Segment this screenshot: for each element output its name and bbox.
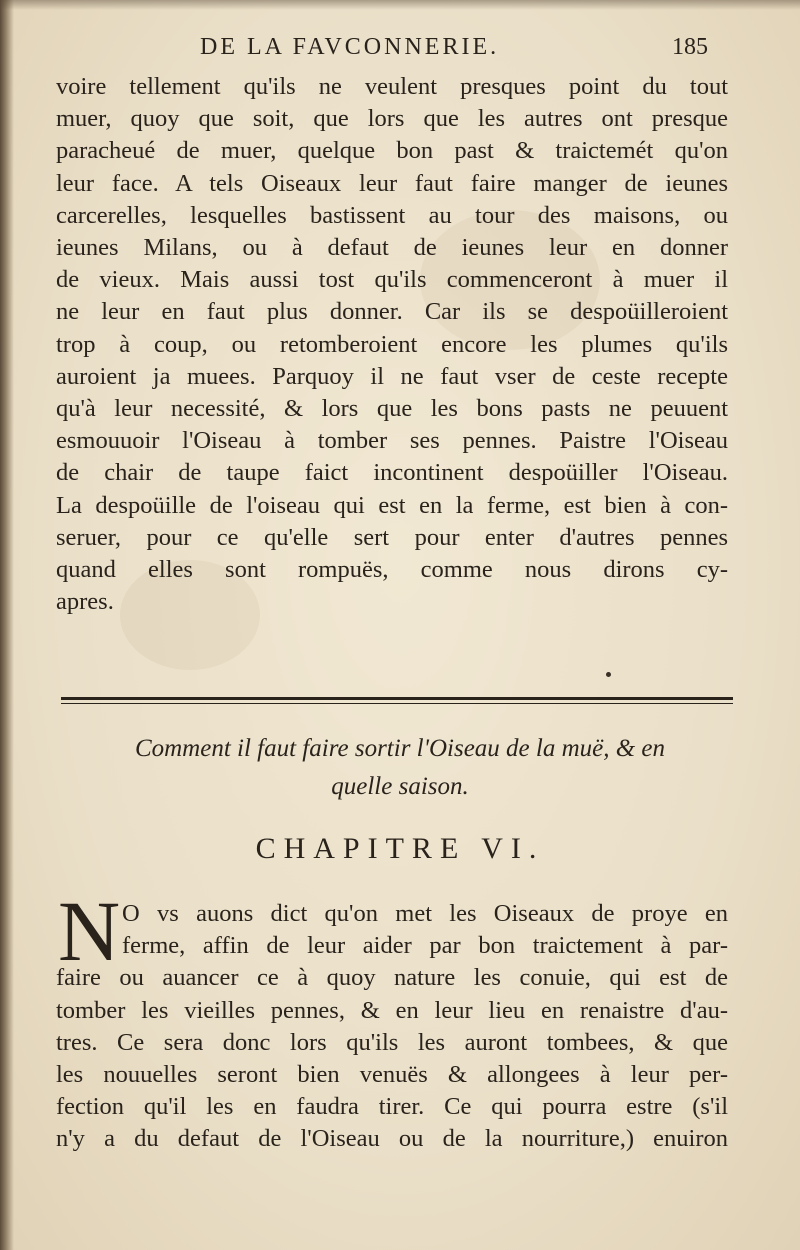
- text-line: ne leur en faut plus donner. Car ils se despoüilleroient: [56, 298, 728, 326]
- text-line: les nouuelles seront bien venuës & allongees à leur per-: [56, 1061, 728, 1089]
- text-line: seruer, pour ce qu'elle sert pour enter d'autres pennes: [56, 523, 728, 551]
- binding-shadow: [0, 0, 14, 1250]
- text-line: tres. Ce sera donc lors qu'ils les auront tombees, & que: [56, 1028, 728, 1056]
- text-line: auroient ja muees. Parquoy il ne faut vser de ceste recepte: [56, 362, 728, 390]
- text-line: voire tellement qu'ils ne veulent presques point du tout: [56, 73, 728, 100]
- text-line: leur face. A tels Oiseaux leur faut faire manger de ieunes: [56, 169, 728, 197]
- text-line: de vieux. Mais aussi tost qu'ils commenceront à muer il: [56, 266, 728, 294]
- page-number: 185: [672, 34, 708, 60]
- chapter-heading-line: Comment il faut faire sortir l'Oiseau de la muë, & en: [134, 735, 666, 762]
- text-line: de chair de taupe faict incontinent despoüiller l'Oiseau.: [56, 459, 728, 487]
- text-line: ferme, affin de leur aider par bon traictement à par-: [122, 932, 728, 960]
- chapter-number: CHAPITRE VI.: [255, 832, 545, 865]
- text-line: quand elles sont rompuës, comme nous dirons cy-: [56, 556, 728, 584]
- text-line: n'y a du defaut de l'Oiseau ou de la nourriture,) enuiron: [56, 1125, 728, 1153]
- chapter-heading: [60, 730, 740, 806]
- chapter-paragraph: [56, 898, 728, 1156]
- text-line: ieunes Milans, ou à defaut de ieunes leur en donner: [56, 234, 728, 262]
- text-line: fection qu'il les en faudra tirer. Ce qui pourra estre (s'il: [56, 1093, 728, 1121]
- running-head: DE LA FAVCONNERIE.: [200, 34, 500, 60]
- paragraph-continued: [56, 71, 728, 618]
- text-line: esmouuoir l'Oiseau à tomber ses pennes. Paistre l'Oiseau: [56, 427, 728, 455]
- drop-cap: N: [58, 883, 121, 979]
- text-line: La despoüille de l'oiseau qui est en la ferme, est bien à con-: [56, 491, 728, 519]
- text-line: paracheué de muer, quelque bon past & traictemét qu'on: [56, 137, 728, 165]
- section-rule-thin: [61, 703, 733, 704]
- text-line: O vs auons dict qu'on met les Oiseaux de proye en: [122, 900, 728, 927]
- text-line: faire ou auancer ce à quoy nature les conuie, qui est de: [56, 964, 728, 992]
- section-rule: [61, 697, 733, 700]
- ink-dot: [606, 672, 611, 677]
- chapter-heading-line: quelle saison.: [331, 773, 469, 800]
- text-line: muer, quoy que soit, que lors que les autres ont presque: [56, 105, 728, 133]
- top-edge-shadow: [0, 0, 800, 10]
- text-line: carcerelles, lesquelles bastissent au tour des maisons, ou: [56, 201, 728, 229]
- text-line: qu'à leur necessité, & lors que les bons pasts ne peuuent: [56, 395, 728, 423]
- text-line: apres.: [56, 588, 114, 616]
- text-line: tomber les vieilles pennes, & en leur lieu en renaistre d'au-: [56, 996, 728, 1024]
- text-line: trop à coup, ou retomberoient encore les plumes qu'ils: [56, 330, 728, 358]
